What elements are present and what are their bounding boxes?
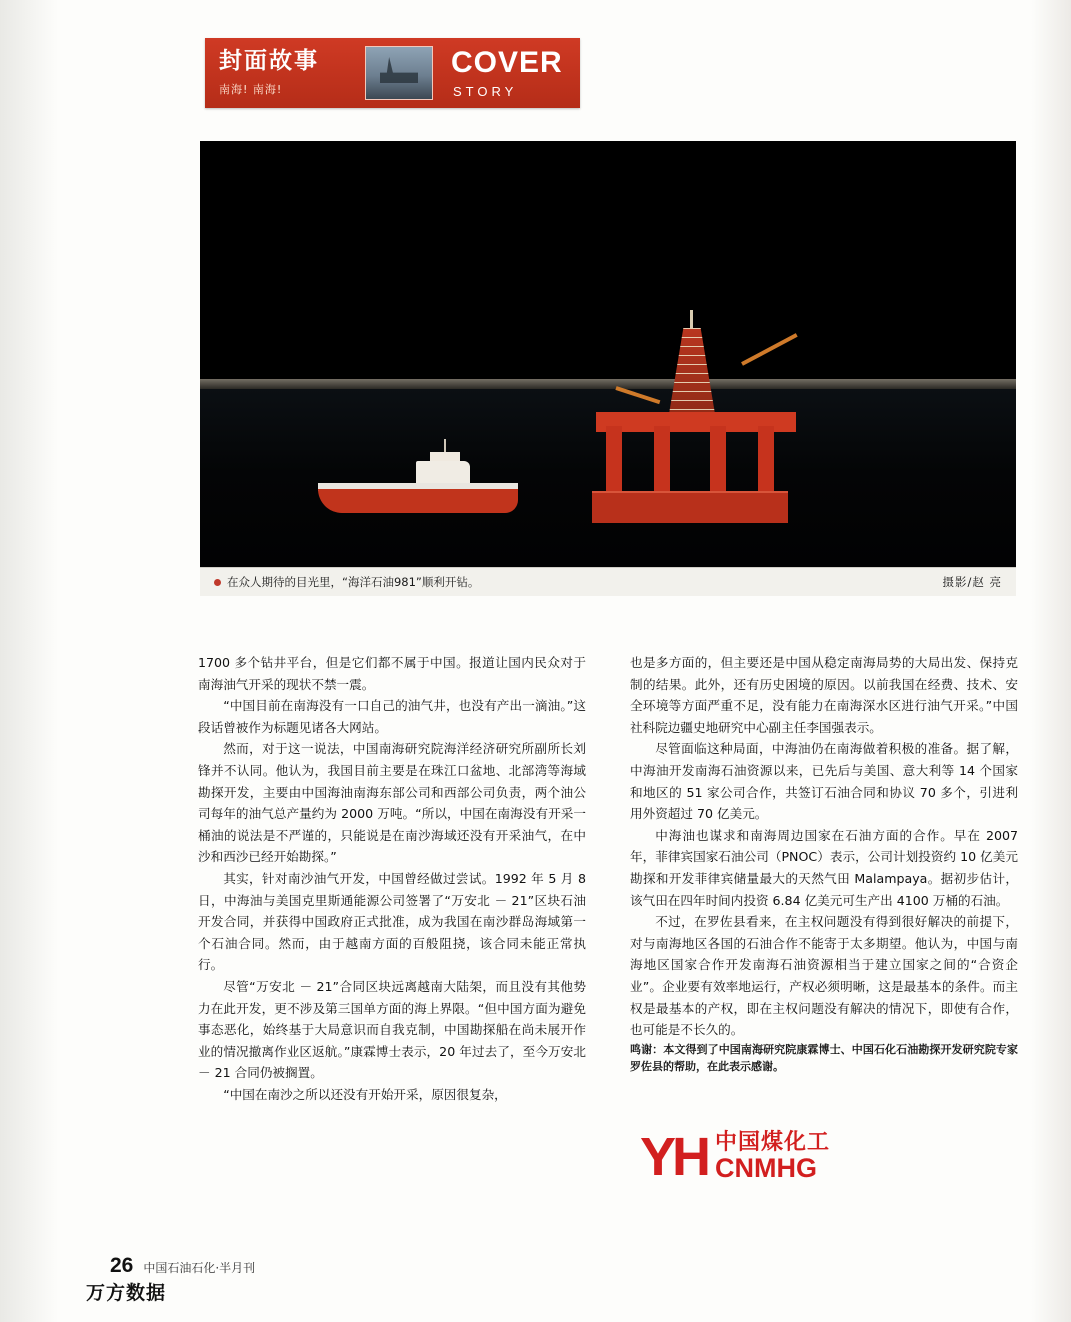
paragraph: 不过，在罗佐县看来，在主权问题没有得到很好解决的前提下，对与南海地区各国的石油合作不能寄于太多期望。他认为，中国与南海地区国家合作开发南海石油资源相当于建立国家之间的“合资企业”。企业要有效率地运行，产权必须明晰，这是最基本的条件。而主权是最基本的产权，即在主权问题没有解决的情况下，即使有合作，也可能是不长久的。 [630, 914, 1018, 1038]
vessel-hull [318, 489, 518, 513]
publication-name: 中国石油石化·半月刊 [143, 1261, 256, 1275]
paragraph: “中国目前在南海没有一口自己的油气井，也没有产出一滴油。”这段话曾被作为标题见诸各大网站。 [198, 698, 586, 735]
banner-english-title-block [433, 38, 580, 108]
platform-leg [606, 426, 622, 496]
cover-story-banner [205, 38, 580, 108]
platform-leg [654, 426, 670, 496]
database-watermark: 万方数据 [86, 1282, 167, 1304]
drilling-platform-illustration [592, 326, 812, 541]
acknowledgement-note: 鸣谢：本文得到了中国南海研究院康霖博士、中国石化石油勘探开发研究院专家罗佐县的帮助，在此表示感谢。 [630, 1042, 1018, 1073]
watermark-name-cn: 中国煤化工 [715, 1130, 831, 1156]
paragraph: 然而，对于这一说法，中国南海研究院海洋经济研究所副所长刘锋并不认同。他认为，我国目前主要是在珠江口盆地、北部湾等海域勘探开发，主要由中国海油南海东部公司和西部公司负责，两个油公司每年的油气总产量约为 2000 万吨。“所以，中国在南海没有开采一桶油的说法是不严谨的，只能说是在南沙海域还没有开采油气，在中沙和西沙已经开始勘探。” [198, 741, 586, 865]
watermark-name-en: CNMHG [715, 1153, 818, 1184]
paragraph: 尽管面临这种局面，中海油仍在南海做着积极的准备。据了解，中海油开发南海石油资源以来，已先后与美国、意大利等 14 个国家和地区的 51 家公司合作，共签订石油合同和协议 70 多个，引进利用外资超过 70 亿美元。 [630, 741, 1018, 822]
banner-title-en: COVER [451, 45, 563, 79]
banner-chinese-title-block [205, 38, 365, 108]
watermark-monogram: YH [640, 1127, 708, 1187]
paragraph: 其实，针对南沙油气开发，中国曾经做过尝试。1992 年 5 月 8 日，中海油与美国克里斯通能源公司签署了“万安北 － 21”区块石油开发合同，并获得中国政府正式批准，成为我国在南沙群岛海域第一个石油合同。然而，由于越南方面的百般阻挠，该合同未能正常执行。 [198, 870, 586, 973]
article-body [198, 652, 1018, 1232]
bullet-icon [214, 579, 221, 586]
oil-rig-silhouette-icon [380, 57, 418, 83]
photo-caption-text-wrap [214, 574, 479, 590]
paragraph: “中国在南沙之所以还没有开始开采，原因很复杂， [223, 1086, 507, 1102]
supply-vessel-illustration [318, 461, 518, 519]
photo-credit: 摄影/赵 亮 [942, 575, 1002, 589]
right-column [630, 652, 1018, 1232]
platform-leg [758, 426, 774, 496]
paragraph: 1700 多个钻井平台，但是它们都不属于中国。报道让国内民众对于南海油气开采的现状不禁一震。 [198, 655, 586, 692]
platform-leg [710, 426, 726, 496]
photo-caption-text: 在众人期待的目光里，“海洋石油981”顺利开钻。 [227, 575, 480, 589]
banner-title-cn: 封面故事 [219, 48, 319, 75]
page-number: 26 [110, 1254, 134, 1277]
platform-crane-left [615, 386, 660, 404]
banner-subtitle-en: STORY [453, 83, 518, 99]
platform-derrick [668, 328, 716, 420]
vessel-superstructure [416, 461, 470, 485]
paragraph: 尽管“万安北 － 21”合同区块远离越南大陆架，而且没有其他势力在此开发，更不涉及第三国单方面的海上界限。“但中国方面为避免事态恶化，始终基于大局意识而自我克制，中国勘探船在尚未展开作业的情况撤离作业区返航。”康霖博士表示，20 年过去了，至今万安北 － 21 合同仍被搁置。 [198, 978, 586, 1081]
banner-thumbnail-image [365, 46, 433, 100]
paragraph: 也是多方面的，但主要还是中国从稳定南海局势的大局出发、保持克制的结果。此外，还有历史困境的原因。以前我国在经费、技术、安全环境等方面严重不足，没有能力在南海深水区进行油气开采。”中国社科院边疆史地研究中心副主任李国强表示。 [630, 655, 1018, 735]
platform-crane-right [741, 333, 798, 366]
paragraph: 中海油也谋求和南海周边国家在石油方面的合作。早在 2007 年，菲律宾国家石油公司（PNOC）表示，公司计划投资约 10 亿美元勘探和开发菲律宾储量最大的天然气田 Malampaya。据初步估计，该气田在四年时间内投资 6.84 亿美元可生产出 4100 万桶的石油。 [630, 827, 1018, 908]
main-photo [200, 141, 1016, 596]
vessel-mast [444, 439, 446, 453]
page-footer [110, 1254, 255, 1278]
left-column [198, 652, 586, 1232]
platform-hull [592, 491, 788, 523]
photo-caption-bar [200, 567, 1016, 596]
banner-subtitle-cn: 南海! 南海! [219, 82, 283, 96]
